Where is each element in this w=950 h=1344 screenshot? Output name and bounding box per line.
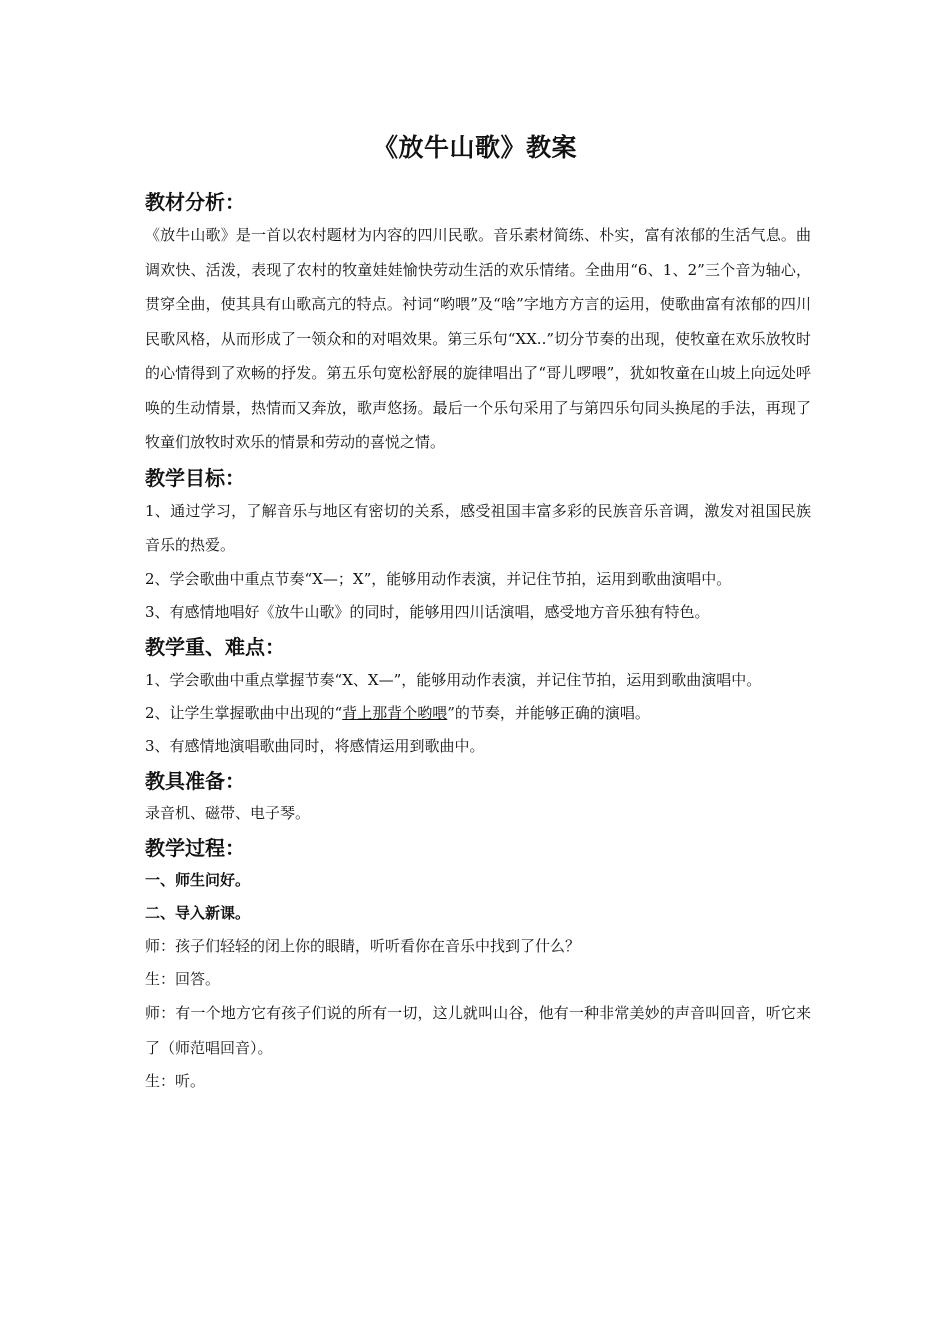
keypoint-item-2 — [145, 697, 811, 730]
section-heading-materials: 教具准备： — [145, 769, 245, 793]
goal-item-3: 3、有感情地唱好《放牛山歌》的同时，能够用四川话演唱，感受地方音乐独有特色。 — [145, 602, 710, 621]
goal-item-2: 2、学会歌曲中重点节奏“X—；X”，能够用动作表演，并记住节拍，运用到歌曲演唱中。 — [145, 569, 732, 588]
document-body — [145, 186, 811, 1098]
materials-text: 录音机、磁带、电子琴。 — [145, 804, 311, 822]
section-heading-process: 教学过程： — [145, 836, 245, 860]
keypoint-item-1: 1、学会歌曲中重点掌握节奏“X、X—”，能够用动作表演，并记住节拍，运用到歌曲演唱中。 — [145, 670, 762, 689]
process-step-1: 一、师生问好。 — [145, 871, 251, 889]
keypoint-item-2-prefix: 2、让学生掌握歌曲中出现的“ — [145, 704, 343, 722]
dialogue-line-1: 师：孩子们轻轻的闭上你的眼睛，听听看你在音乐中找到了什么？ — [145, 937, 581, 955]
keypoint-item-2-underlined: 背上那背个哟喂 — [342, 704, 448, 722]
section-heading-keypoints: 教学重、难点： — [145, 634, 285, 659]
dialogue-line-2: 生：回答。 — [145, 970, 221, 988]
section-heading-goals: 教学目标： — [145, 465, 245, 490]
keypoint-item-2-suffix: ”的节奏，并能够正确的演唱。 — [447, 704, 650, 722]
dialogue-line-3: 师：有一个地方它有孩子们说的所有一切，这儿就叫山谷，他有一种非常美妙的声音叫回音，听它来了（师范唱回音）。 — [145, 1004, 811, 1057]
goal-item-1: 1、通过学习，了解音乐与地区有密切的关系，感受祖国丰富多彩的民族音乐音调，激发对祖国民族音乐的热爱。 — [145, 501, 811, 554]
keypoint-item-3: 3、有感情地演唱歌曲同时，将感情运用到歌曲中。 — [145, 737, 485, 755]
process-step-2: 二、导入新课。 — [145, 904, 251, 922]
dialogue-line-4: 生：听。 — [145, 1072, 206, 1090]
analysis-paragraph: 《放牛山歌》是一首以农村题材为内容的四川民歌。音乐素材简练、朴实，富有浓郁的生活气息。曲调欢快、活泼，表现了农村的牧童娃娃愉快劳动生活的欢乐情绪。全曲用“6、1、2”三个音为轴心，贯穿全曲，使其具有山歌高亢的特点。衬词“哟喂”及“啥”字地方方言的运用，使歌曲富有浓郁的四川民歌风格，从而形成了一领众和的对唱效果。第三乐句“XX..”切分节奏的出现，使牧童在欢乐放牧时的心情得到了欢畅的抒发。第五乐句宽松舒展的旋律唱出了“哥儿啰喂”，犹如牧童在山坡上向远处呼唤的生动情景，热情而又奔放，歌声悠扬。最后一个乐句采用了与第四乐句同头换尾的手法，再现了牧童们放牧时欢乐的情景和劳动的喜悦之情。 — [145, 226, 811, 451]
document-title: 《放牛山歌》教案 — [372, 133, 577, 162]
section-heading-analysis: 教材分析： — [145, 190, 245, 214]
